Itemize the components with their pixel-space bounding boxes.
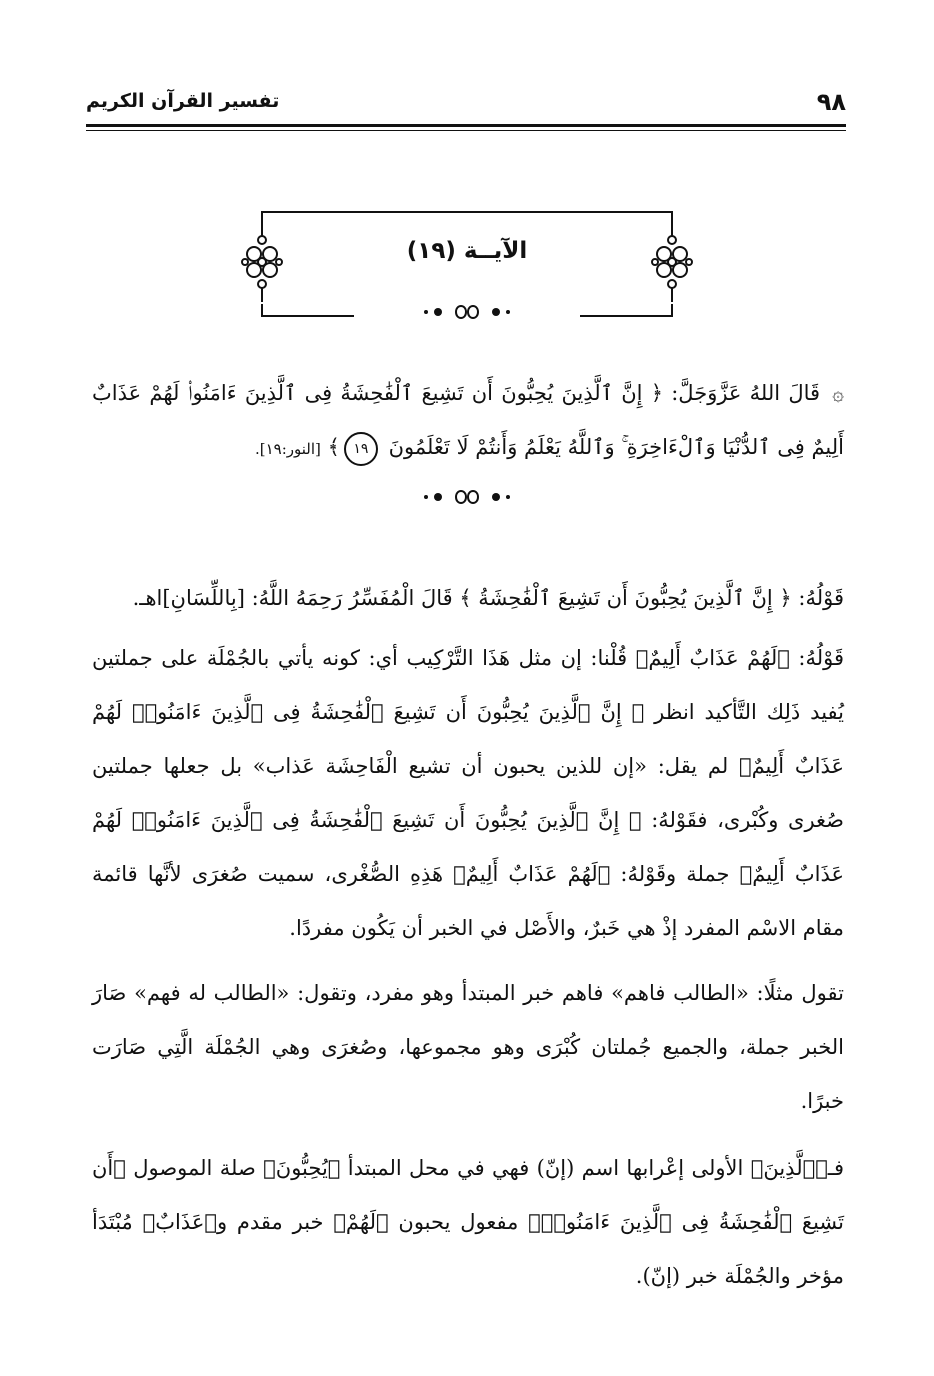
verse-closing-bracket: ﴾	[327, 435, 340, 459]
verse-intro: قَالَ اللهُ عَزَّوَجَلَّ:	[671, 381, 821, 405]
header-rule-thin	[86, 130, 846, 131]
page-number: ٩٨	[816, 88, 846, 116]
divider-ornament-icon	[412, 302, 522, 322]
verse-reference: [النور:١٩].	[254, 440, 321, 458]
rosette-icon: ۞	[832, 381, 844, 405]
divider-ornament-icon	[412, 487, 522, 507]
commentary-paragraph: قَوْلُهُ: ﴿لَهُمْ عَذَابٌ أَلِيمٌ﴾ قُلْنا: إن مثل هَذَا التَّرْكِيب أي: كونه يأتي بالجُمْلَة على جملتين يُفيد ذَلِك التَّأكيد انظر ﴿ إِنَّ ٱلَّذِينَ يُحِبُّونَ أَن تَشِيعَ ٱلْفَٰحِشَةُ فِى ٱلَّذِينَ ءَامَنُوا۟ لَهُمْ عَذَابٌ أَلِيمٌ﴾ لم يقل: «إن للذين يحبون أن تشيع الْفَاحِشَة عَذاب» بل جعلها جملتين صُغرى وكُبْرى، فقَوْلهُ: ﴿ إِنَّ ٱلَّذِينَ يُحِبُّونَ أَن تَشِيعَ ٱلْفَٰحِشَةُ فِى ٱلَّذِينَ ءَامَنُوا۟ لَهُمْ عَذَابٌ أَلِيمٌ﴾ جملة وقَوْلهُ: ﴿لَهُمْ عَذَابٌ أَلِيمٌ﴾ هَذِهِ الصُّغْرى، سميت صُغرَى لأنَّها قائمة مقام الاسْم المفرد إذْ هي خَبرٌ، والأَصْل في الخبر أن يَكُون مفردًا.	[92, 646, 844, 940]
header-rule-thick	[86, 124, 846, 127]
book-title: تفسير القرآن الكريم	[86, 90, 280, 112]
ayah-heading: الآيــة (١٩)	[406, 238, 528, 264]
verse-text: ﴿ إِنَّ ٱلَّذِينَ يُحِبُّونَ أَن تَشِيعَ ٱلْفَٰحِشَةُ فِى ٱلَّذِينَ ءَامَنُوا۟ لَهُمْ عَذَابٌ أَلِيمٌ فِى ٱلدُّنْيَا وَٱلْءَاخِرَةِ ۚ وَٱللَّهُ يَعْلَمُ وَأَنتُمْ لَا تَعْلَمُونَ	[92, 381, 844, 459]
verse-block	[92, 366, 844, 476]
commentary-paragraph: قَوْلُهُ: ﴿ إِنَّ ٱلَّذِينَ يُحِبُّونَ أَن تَشِيعَ ٱلْفَٰحِشَةُ ﴾ قَالَ الْمُفَسِّرُ رَحِمَهُ اللَّهُ: [بِاللِّسَانِ]اهـ.	[132, 586, 844, 610]
commentary-paragraph: تقول مثلًا: «الطالب فاهم» فاهم خبر المبتدأ وهو مفرد، وتقول: «الطالب له فهم» صَارَ الخبر جملة، والجميع جُملتان كُبْرَى وهو مجموعها، وصُغرَى وهي الجُمْلَة الَّتِي صَارَت خبرًا.	[92, 981, 844, 1113]
ayah-end-marker: ١٩	[344, 432, 378, 466]
commentary-paragraph: فـ﴿ٱلَّذِينَ﴾ الأولى إعْرابها اسم (إنّ) فهي في محل المبتدأ ﴿يُحِبُّونَ﴾ صلة الموصول ﴿أَن تَشِيعَ ٱلْفَٰحِشَةُ فِى ٱلَّذِينَ ءَامَنُوا۟﴾ مفعول يحبون ﴿لَهُمْ﴾ خبر مقدم و﴿عَذَابٌ﴾ مُبْتَدَأ مؤخر والجُمْلَة خبر (إنّ).	[92, 1156, 844, 1288]
left-knot-icon	[242, 222, 282, 302]
page-header	[86, 88, 846, 122]
right-knot-icon	[652, 222, 692, 302]
